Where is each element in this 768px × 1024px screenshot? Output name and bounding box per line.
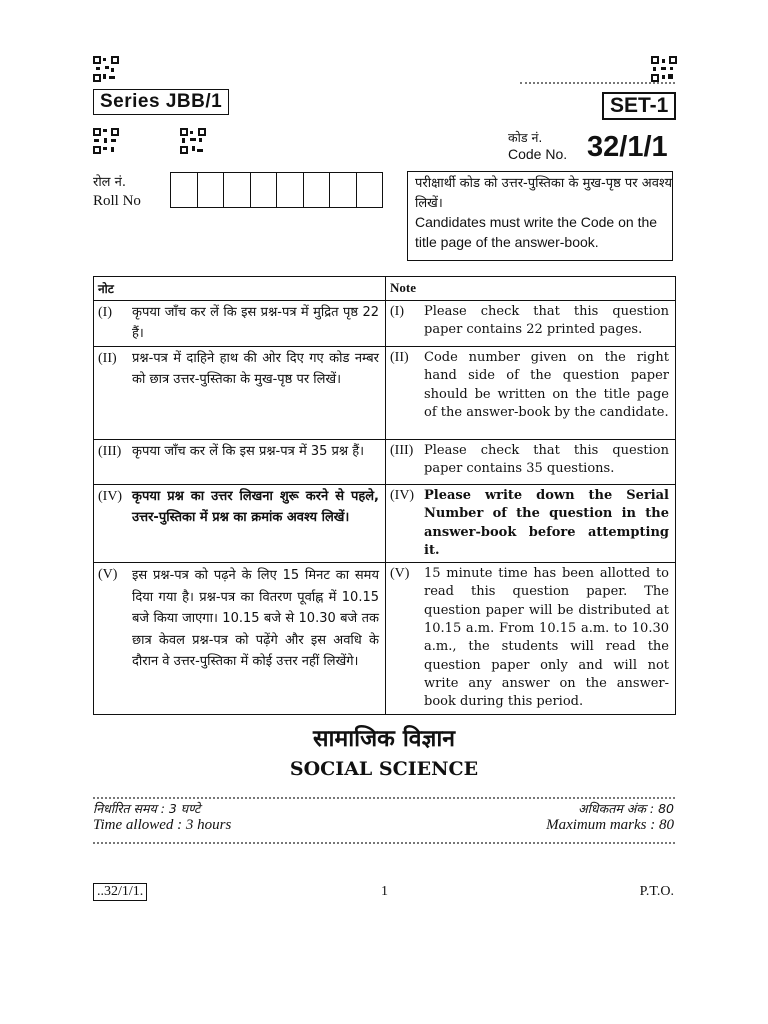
max-marks-en: Maximum marks : 80: [546, 817, 674, 833]
series-label: Series JBB/1: [93, 89, 229, 115]
note-number: (III): [390, 443, 414, 458]
note-en-cell: [386, 485, 676, 563]
note-number: (II): [390, 350, 409, 365]
code-label-en: Code No.: [508, 146, 568, 162]
notes-header-en-text: Note: [390, 280, 416, 295]
note-row: [94, 301, 676, 347]
roll-label-en: Roll No: [93, 193, 141, 209]
note-text-hi: इस प्रश्न-पत्र को पढ़ने के लिए 15 मिनट का समय दिया गया है। प्रश्न-पत्र का वितरण पूर्वाह्न में 10.15 बजे किया जाएगा। 10.15 बजे से 10.30 बजे तक छात्र केवल प्रश्न-पत्र को पढ़ेंगे और इस अवधि के दौरान वे उत्तर-पुस्तिका में कोई उत्तर नहीं लिखेंगे।: [132, 568, 379, 670]
notes-header-en: [386, 277, 676, 301]
note-number: (II): [98, 351, 117, 366]
qr-code-icon: [180, 128, 206, 154]
roll-digit-box[interactable]: [357, 173, 383, 207]
note-number: (IV): [390, 488, 415, 503]
page-number: 1: [381, 884, 388, 899]
qr-code-icon: [93, 56, 119, 82]
note-row: [94, 563, 676, 714]
note-en-cell: [386, 440, 676, 485]
note-text-en: Please check that this question paper contains 22 printed pages.: [424, 304, 669, 338]
note-text-en: Please write down the Serial Number of the question in the answer-book before attempting it.: [424, 488, 669, 558]
note-row: [94, 347, 676, 440]
note-number: (V): [98, 567, 118, 583]
note-text-hi: प्रश्न-पत्र में दाहिने हाथ की ओर दिए गए कोड नम्बर को छात्र उत्तर-पुस्तिका के मुख-पृष्ठ पर लिखें।: [132, 351, 379, 387]
roll-number-boxes[interactable]: [170, 172, 383, 208]
candidate-instruction-box: [407, 171, 673, 261]
note-en-cell: [386, 347, 676, 440]
set-label: SET-1: [602, 92, 676, 120]
code-number: 32/1/1: [587, 131, 668, 163]
notes-header-row: [94, 277, 676, 301]
note-hi-cell: [94, 440, 386, 485]
footer-code: ..32/1/1.: [93, 883, 147, 901]
notes-header-hi-text: नोट: [98, 282, 114, 296]
notes-table: [93, 276, 676, 715]
note-row: [94, 440, 676, 485]
time-allowed-en: Time allowed : 3 hours: [93, 817, 232, 833]
qr-code-icon: [651, 56, 677, 82]
time-top-divider: [93, 797, 675, 799]
roll-digit-box[interactable]: [198, 173, 225, 207]
roll-digit-box[interactable]: [277, 173, 304, 207]
time-bottom-divider: [93, 842, 675, 844]
roll-digit-box[interactable]: [171, 173, 198, 207]
note-hi-cell: [94, 563, 386, 714]
qr-code-icon: [93, 128, 119, 154]
note-text-hi: कृपया जाँच कर लें कि इस प्रश्न-पत्र में 35 प्रश्न हैं।: [132, 444, 365, 459]
note-text-en: Please check that this question paper contains 35 questions.: [424, 443, 669, 477]
note-hi-cell: [94, 301, 386, 347]
note-hi-cell: [94, 485, 386, 563]
max-marks-block: [546, 800, 674, 834]
roll-digit-box[interactable]: [330, 173, 357, 207]
code-label: [508, 130, 567, 162]
note-number: (III): [98, 444, 122, 459]
roll-digit-box[interactable]: [251, 173, 278, 207]
roll-digit-box[interactable]: [224, 173, 251, 207]
note-number: (V): [390, 566, 410, 582]
note-number: (I): [390, 304, 404, 319]
candidate-instruction-hi: परीक्षार्थी कोड को उत्तर-पुस्तिका के मुख-पृष्ठ पर अवश्य लिखें।: [415, 176, 672, 211]
roll-label: [93, 174, 141, 210]
subject-title-hi: सामाजिक विज्ञान: [312, 726, 456, 752]
code-label-hi: कोड नं.: [508, 130, 543, 145]
note-number: (IV): [98, 489, 123, 504]
note-en-cell: [386, 563, 676, 714]
candidate-instruction-en: Candidates must write the Code on the title page of the answer-book.: [415, 214, 658, 250]
note-text-hi: कृपया जाँच कर लें कि इस प्रश्न-पत्र में मुद्रित पृष्ठ 22 हैं।: [132, 305, 379, 341]
note-text-hi: कृपया प्रश्न का उत्तर लिखना शुरू करने से पहले, उत्तर-पुस्तिका में प्रश्न का क्रमांक अवश्य लिखें।: [132, 489, 379, 525]
note-number: (I): [98, 305, 112, 320]
time-allowed-block: [93, 800, 231, 834]
roll-digit-box[interactable]: [304, 173, 331, 207]
note-text-en: Code number given on the right hand side of the question paper should be written on the title page of the answer-book by the candidate.: [424, 350, 669, 420]
pto-label: P.T.O.: [639, 884, 674, 899]
header-divider: [520, 82, 675, 84]
max-marks-hi: अधिकतम अंक : 80: [578, 801, 674, 816]
roll-label-hi: रोल नं.: [93, 175, 126, 190]
time-allowed-hi: निर्धारित समय : 3 घण्टे: [93, 801, 201, 816]
notes-header-hi: [94, 277, 386, 301]
subject-title-en: SOCIAL SCIENCE: [289, 758, 479, 780]
note-row: [94, 485, 676, 563]
note-text-en: 15 minute time has been allotted to read this question paper. The question paper will be distributed at 10.15 a.m. From 10.15 a.m. to 10.30 a.m., the students will read the question paper only and will not write any answer on the answer-book during this period.: [424, 566, 669, 710]
note-en-cell: [386, 301, 676, 347]
note-hi-cell: [94, 347, 386, 440]
